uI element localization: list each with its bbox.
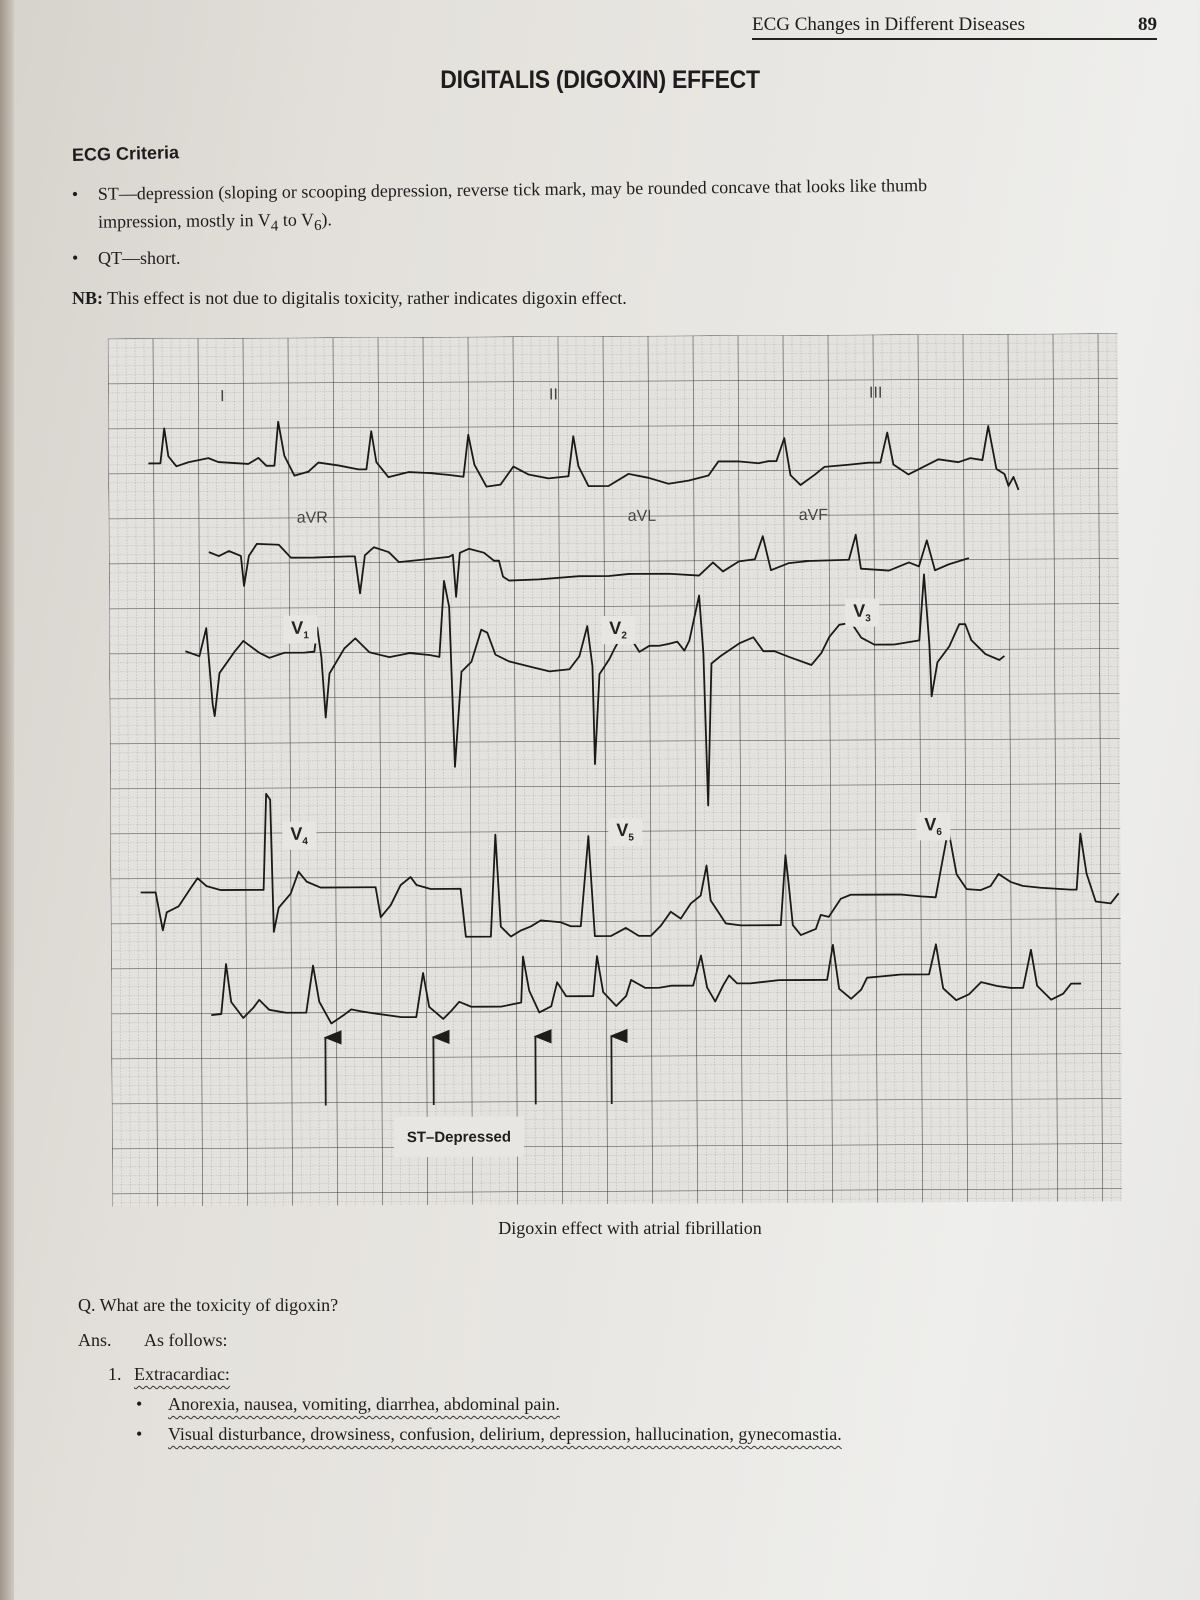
criteria-text: QT—short. <box>98 248 181 268</box>
lead-base: V <box>609 617 622 639</box>
figure-caption: Digoxin effect with atrial fibrillation <box>498 1218 762 1238</box>
lead-base: V <box>290 823 303 844</box>
lead-base: V <box>616 819 629 840</box>
subscript: 6 <box>313 217 322 235</box>
toxicity-bullet-gi <box>136 1394 560 1415</box>
question: Q. What are the toxicity of digoxin? <box>78 1295 339 1315</box>
criteria-text-cont: to V <box>278 209 315 230</box>
criteria-text-cont: ). <box>321 209 333 230</box>
nb-note <box>72 288 627 309</box>
lead-sub: 3 <box>865 613 871 625</box>
lead-base: V <box>853 600 866 621</box>
subscript: 4 <box>270 218 279 235</box>
section-title: Extracardiac: <box>134 1364 230 1384</box>
page-title: DIGITALIS (DIGOXIN) EFFECT <box>440 66 760 94</box>
lead-label-v3 <box>845 599 879 627</box>
nb-label: NB: <box>72 288 103 308</box>
criteria-item-st-depression <box>72 171 928 243</box>
lead-label-ii: II <box>548 386 558 404</box>
answer-text: As follows: <box>144 1330 228 1350</box>
lead-base: V <box>924 814 937 835</box>
toxicity-bullet-neuro <box>136 1424 842 1445</box>
bullet-icon: • <box>136 1424 143 1444</box>
book-spine-edge <box>0 0 14 1600</box>
lead-label-i: I <box>219 388 225 406</box>
criteria-item-qt-short <box>72 244 181 272</box>
lead-label-avf: aVF <box>798 506 829 525</box>
lead-label-iii: III <box>868 384 883 402</box>
lead-sub: 4 <box>302 836 308 848</box>
lead-label-v5 <box>608 818 642 846</box>
lead-label-avr: aVR <box>296 509 328 527</box>
nb-text: This effect is not due to digitalis toxicity, rather indicates digoxin effect. <box>103 288 627 308</box>
lead-sub: 5 <box>628 832 634 844</box>
lead-sub: 2 <box>621 630 627 642</box>
lead-label-v6 <box>916 812 950 840</box>
bullet-text: Visual disturbance, drowsiness, confusion, delirium, depression, hallucination, gynecomastia. <box>168 1424 842 1444</box>
running-head <box>752 6 1157 40</box>
running-head-title: ECG Changes in Different Diseases <box>752 14 1025 35</box>
section-extracardiac <box>108 1364 230 1385</box>
lead-label-v4 <box>282 822 316 850</box>
page-number: 89 <box>1138 14 1157 35</box>
criteria-text: ST—depression (sloping or scooping depression, reverse tick mark, may be rounded concave that looks like thumb <box>97 175 928 204</box>
lead-sub: 6 <box>936 826 942 838</box>
answer <box>78 1330 228 1351</box>
lead-label-avl: aVL <box>627 507 657 525</box>
answer-label: Ans. <box>78 1330 112 1350</box>
bullet-icon: • <box>136 1394 143 1414</box>
lead-sub: 1 <box>303 630 309 642</box>
ecg-grid-and-traces <box>108 333 1123 1206</box>
lead-base: V <box>291 617 304 638</box>
bullet-text: Anorexia, nausea, vomiting, diarrhea, abdominal pain. <box>168 1394 560 1414</box>
ecg-figure <box>108 333 1123 1206</box>
bullet-icon: • <box>72 248 79 268</box>
criteria-text-cont: impression, mostly in V <box>98 209 271 232</box>
section-heading-ecg-criteria: ECG Criteria <box>71 142 180 165</box>
lead-label-v1 <box>283 616 317 644</box>
lead-label-v2 <box>601 616 635 644</box>
section-number: 1. <box>108 1364 122 1384</box>
st-depressed-annotation: ST–Depressed <box>394 1116 524 1157</box>
bullet-icon: • <box>71 183 79 205</box>
